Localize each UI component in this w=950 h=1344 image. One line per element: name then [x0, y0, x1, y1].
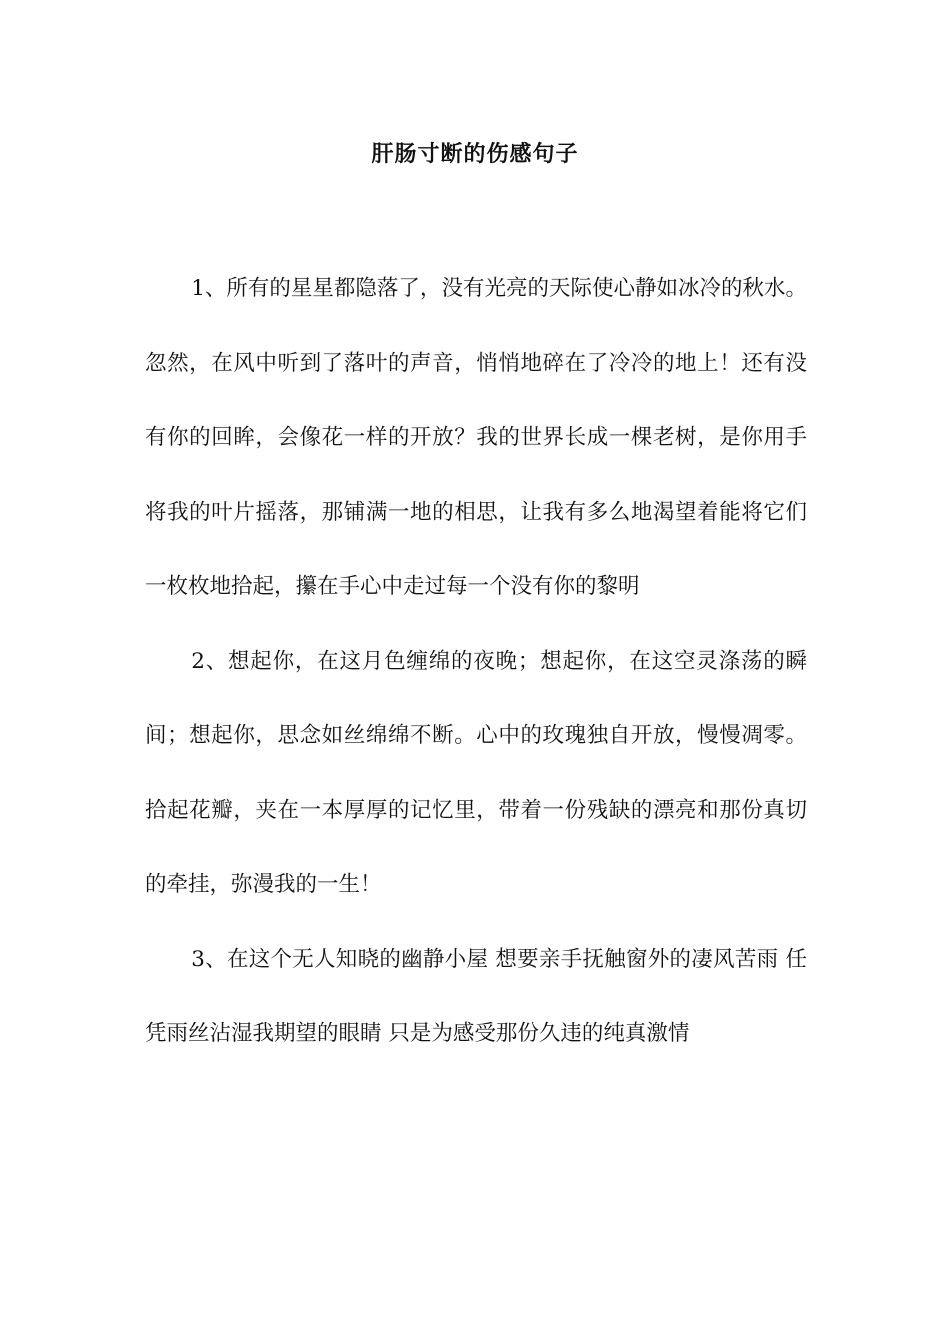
paragraph-2: 2、想起你，在这月色缠绵的夜晚；想起你，在这空灵涤荡的瞬间；想起你，思念如丝绵绵不断。心中的玫瑰独自开放，慢慢凋零。拾起花瓣，夹在一本厚厚的记忆里，带着一份残缺的漂亮和那份真切的牵挂，弥漫我的一生！: [145, 648, 807, 897]
document-title: 肝肠寸断的伤感句子: [371, 141, 579, 167]
document-body: [145, 252, 807, 1072]
paragraph-1: 1、所有的星星都隐落了，没有光亮的天际使心静如冰冷的秋水。忽然，在风中听到了落叶的声音，悄悄地碎在了冷冷的地上！还有没有你的回眸，会像花一样的开放？我的世界长成一棵老树，是你用手将我的叶片摇落，那铺满一地的相思，让我有多么地渴望着能将它们一枚枚地拾起，攥在手心中走过每一个没有你的黎明: [145, 276, 807, 599]
paragraph-3: 3、在这个无人知晓的幽静小屋 想要亲手抚触窗外的凄风苦雨 任凭雨丝沾湿我期望的眼睛 只是为感受那份久违的纯真激情: [145, 946, 807, 1046]
